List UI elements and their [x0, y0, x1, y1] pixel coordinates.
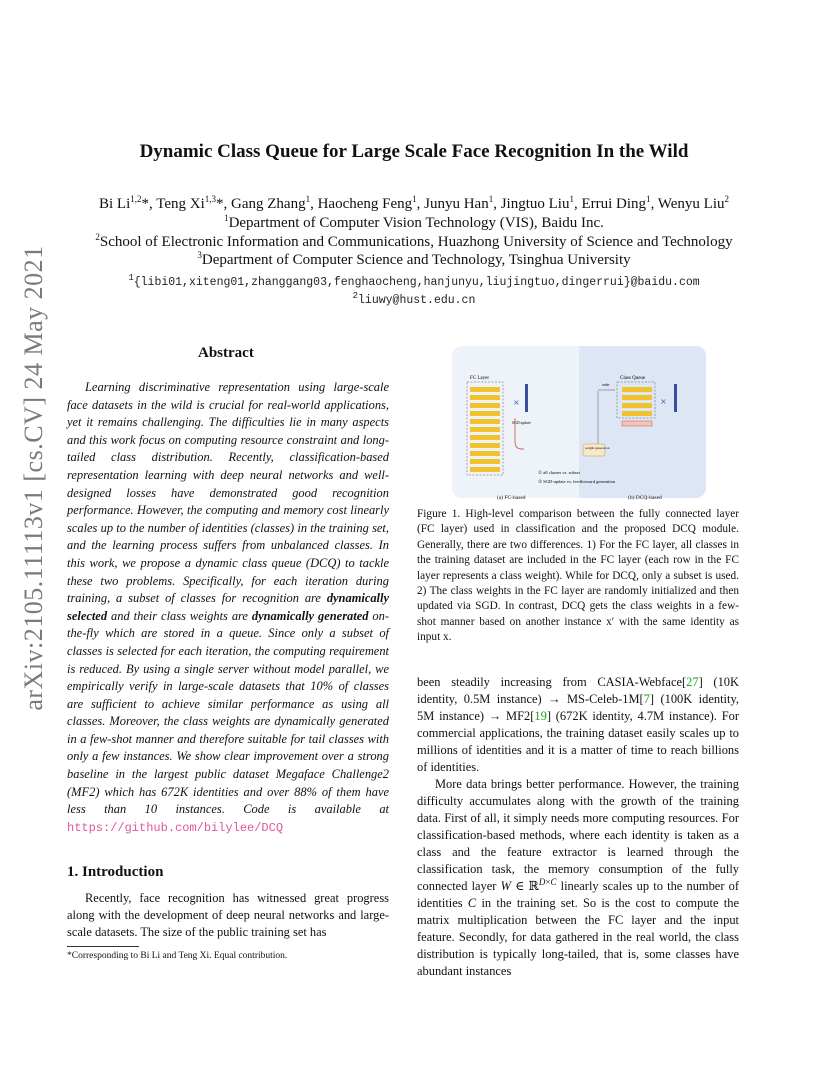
- right-column-text: [417, 674, 739, 980]
- svg-text:×: ×: [513, 398, 520, 407]
- code-link[interactable]: https://github.com/bilylee/DCQ: [67, 820, 284, 835]
- figure-1: [452, 346, 706, 498]
- figure-caption: Figure 1. High-level comparison between the fully connected layer (FC layer) used in classification and the proposed DCQ module. Generally, there are two differences. 1) For the FC layer, all classes in the training dataset are included in the FC layer (each row in the FC layer represents a class weight). While for DCQ, only a subset is used. 2) The class weights in the FC layer are randomly initialized and then updated via SGD. In contrast, DCQ gets the class weights in a few-shot manner based on another instance x′ with the same identity as input x.: [417, 508, 739, 644]
- new-weight: [622, 421, 652, 426]
- footnote: *Corresponding to Bi Li and Teng Xi. Equal contribution.: [67, 951, 288, 961]
- fc-feature-bar: [525, 384, 528, 412]
- subfigure-a-label: (a) FC-based: [497, 495, 526, 501]
- emphasis-generated: dynamically generated: [251, 608, 369, 623]
- abstract-body: Learning discriminative representation using large-scale face datasets in the wild is crucial for real-world applications, yet it remains challenging. The difficulties lie in many aspects and this work focus on computing resource constraint and long-tailed class distribution. Recently, classification-based representation learning with deep neural networks and well-designed losses have demonstrated good recognition performance. However, the computing and memory cost linearly scales up to the number of identities (classes) in the training set, and the learning process suffers from unbalanced classes. In this work, we propose a dynamic class queue (DCQ) to tackle these two problems. Specifically, for each iteration during training, a subset of classes for recognition are dynamically selected and their class weights are dynamically generated on-the-fly which are stored in a queue. Since only a subset of classes is selected for each iteration, the computing requirement is reduced. By using a single server without model parallel, we empirically verify in large-scale datasets that 10% of classes are sufficient to achieve similar performance as using all classes. Moreover, the class weights are dynamically generated in a few-shot manner and therefore suitable for tail classes with only a few instances. We show clear improvement over a strong baseline in the largest public dataset Megaface Challenge2 (MF2) which has 672K identities and over 88% of them have less than 10 instances. Code is available at https://github.com/bilylee/DCQ: [67, 380, 389, 835]
- order-label: order: [602, 383, 610, 387]
- paragraph-training-difficulty: More data brings better performance. However, the training difficulty accumulates along with the growth of the training data. First of all, it simply needs more computing resources. For classification-based methods, where each identity is taken as a class and the feature extractor is learned through the classification task, the memory consumption of the fully connected layer W ∈ ℝ$^{D\times C}$ linearly scales up to the number of identities C in the training set. So is the cost to compute the matrix multiplication between the FC layer and the input feature. Secondly, for data gathered in the real world, the class distribution is typically long-tailed, that is, some classes have abundant instances: [417, 777, 739, 978]
- fc-layer-label: FC Layer: [470, 376, 490, 381]
- affiliation-2: $^2$School of Electronic Information and Communications, Huazhong University of Science and Technology: [95, 232, 733, 250]
- section-heading-intro: 1. Introduction: [67, 864, 164, 880]
- intro-paragraph: Recently, face recognition has witnessed great progress along with the development of deep neural networks and large-scale datasets. The size of the public training set has: [67, 891, 389, 939]
- affiliation-3: $^3$Department of Computer Science and Technology, Tsinghua University: [197, 250, 631, 268]
- weight-generation-label: weight generation: [585, 446, 610, 450]
- subfigure-b-label: (b) DCQ-based: [628, 495, 662, 501]
- arxiv-stamp: arXiv:2105.11113v1 [cs.CV] 24 May 2021: [19, 245, 48, 711]
- abstract-heading: Abstract: [198, 345, 254, 361]
- queue-feature-bar: [674, 384, 677, 412]
- class-queue-label: Class Queue: [620, 376, 646, 381]
- email-line-2: $^2$liuwy@hust.edu.cn: [352, 291, 476, 307]
- footnote-rule: [67, 946, 139, 947]
- emphasis-selected: dynamically selected: [67, 591, 389, 623]
- paper-title: Dynamic Class Queue for Large Scale Face Recognition In the Wild: [139, 141, 689, 162]
- affiliation-1: $^1$Department of Computer Vision Technology (VIS), Baidu Inc.: [224, 213, 604, 231]
- email-line-1: $^1${libi01,xiteng01,zhanggang03,fenghaocheng,hanjunyu,liujingtuo,dingerrui}@baidu.com: [128, 273, 700, 289]
- note-2: ② SGD-update vs. feedforward generation: [538, 479, 616, 484]
- svg-text:×: ×: [660, 397, 667, 406]
- author-list: Bi Li$^{1,2}$*, Teng Xi$^{1,3}$*, Gang Zhang$^1$, Haocheng Feng$^1$, Junyu Han$^1$, Jingtuo Liu$^1$, Errui Ding$^1$, Wenyu Liu$^2$: [98, 194, 729, 212]
- paragraph-dataset-growth: been steadily increasing from CASIA-Webface[27] (10K identity, 0.5M instance) → MS-Celeb-1M[7] (100K identity, 5M instance) → MF2[19] (672K identity, 4.7M instance). For commercial applications, the training dataset easily scales up to millions of identities and it is a matter of time to reach billions of identities.: [417, 675, 739, 774]
- note-1: ① all classes vs. subset: [538, 470, 580, 475]
- sgd-update-label: SGD update: [512, 421, 531, 425]
- fc-rows: [470, 387, 500, 472]
